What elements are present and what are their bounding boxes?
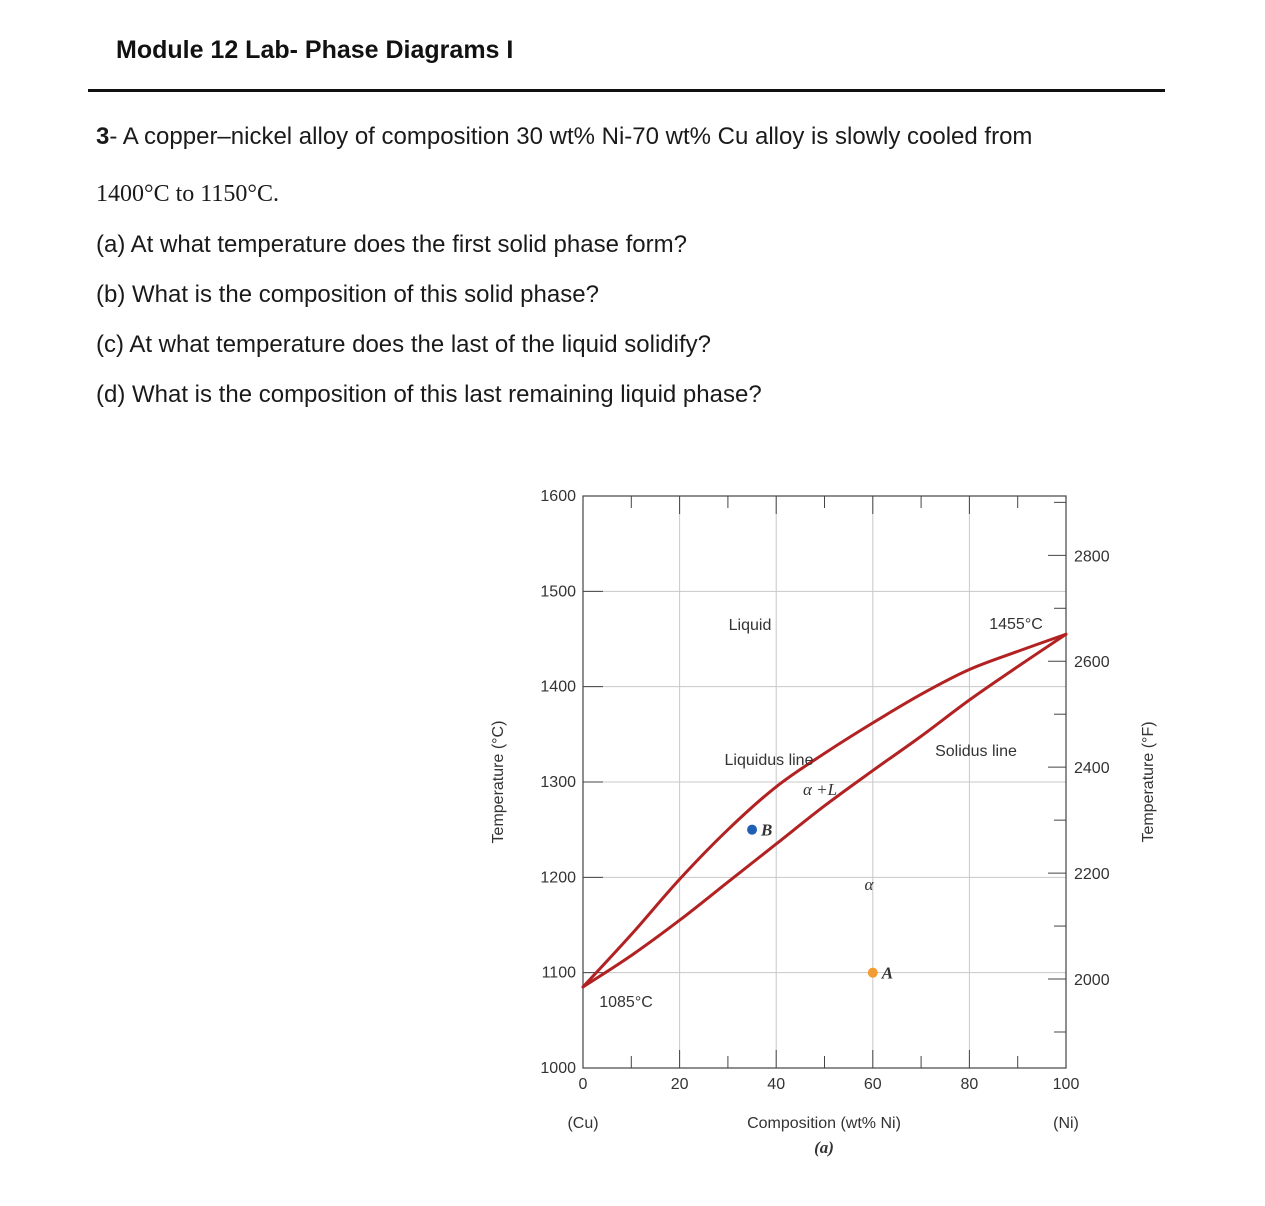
solidus-line-label: Solidus line bbox=[935, 743, 1017, 760]
x-tick-label: 60 bbox=[863, 1076, 882, 1093]
liquid-region-label: Liquid bbox=[728, 617, 772, 634]
liquidus-line-label: Liquidus line bbox=[724, 752, 814, 769]
figure-caption: (a) bbox=[814, 1138, 834, 1157]
x-axis-label: Composition (wt% Ni) bbox=[747, 1115, 901, 1132]
cu-melting-label: 1085°C bbox=[599, 994, 653, 1011]
point-b-label: B bbox=[761, 820, 773, 840]
y2-tick-label: 2200 bbox=[1074, 866, 1110, 884]
x-tick-label: 80 bbox=[960, 1076, 979, 1093]
module-title: Module 12 Lab- Phase Diagrams I bbox=[116, 36, 514, 64]
question-number: 3 bbox=[96, 123, 110, 150]
y-axis-label: Temperature (°C) bbox=[490, 720, 507, 844]
x-tick-label: 20 bbox=[670, 1076, 689, 1093]
y-tick-label: 1200 bbox=[540, 869, 576, 887]
ni-melting-label: 1455°C bbox=[989, 616, 1043, 633]
y-tick-label: 1500 bbox=[540, 583, 576, 601]
cu-end-label: (Cu) bbox=[567, 1115, 599, 1132]
x-tick-label: 40 bbox=[767, 1076, 786, 1093]
y-tick-label: 1000 bbox=[540, 1060, 576, 1077]
y2-tick-label: 2800 bbox=[1074, 548, 1110, 566]
x-tick-label: 0 bbox=[578, 1076, 588, 1093]
question-part-b: (b) What is the composition of this solid phase? bbox=[96, 281, 599, 308]
y2-tick-label: 2000 bbox=[1074, 972, 1110, 990]
y2-axis-label: Temperature (°F) bbox=[1140, 721, 1157, 843]
question-part-a: (a) At what temperature does the first solid phase form? bbox=[96, 231, 687, 258]
y2-tick-label: 2400 bbox=[1074, 760, 1110, 778]
x-tick-label: 100 bbox=[1052, 1076, 1080, 1093]
question-line-2: 1400°C to 1150°C. bbox=[96, 181, 279, 207]
y-tick-label: 1100 bbox=[541, 964, 576, 982]
alpha-region-label: α bbox=[864, 875, 874, 894]
y-tick-label: 1400 bbox=[540, 678, 576, 696]
two-phase-region-label: α +L bbox=[802, 780, 838, 799]
chart-marks bbox=[747, 821, 893, 983]
point-a-label: A bbox=[881, 963, 894, 983]
question-text-1: - A copper–nickel alloy of composition 30 wt% Ni-70 wt% Cu alloy is slowly cooled from bbox=[109, 123, 1033, 150]
question-part-d: (d) What is the composition of this last remaining liquid phase? bbox=[96, 381, 762, 408]
ni-end-label: (Ni) bbox=[1053, 1115, 1079, 1132]
point-b-marker bbox=[747, 825, 757, 835]
question-part-c: (c) At what temperature does the last of the liquid solidify? bbox=[96, 331, 711, 358]
y-tick-label: 1300 bbox=[540, 774, 576, 791]
y-tick-label: 1600 bbox=[540, 488, 576, 505]
point-a-marker bbox=[868, 968, 878, 978]
y2-tick-label: 2600 bbox=[1074, 654, 1110, 672]
